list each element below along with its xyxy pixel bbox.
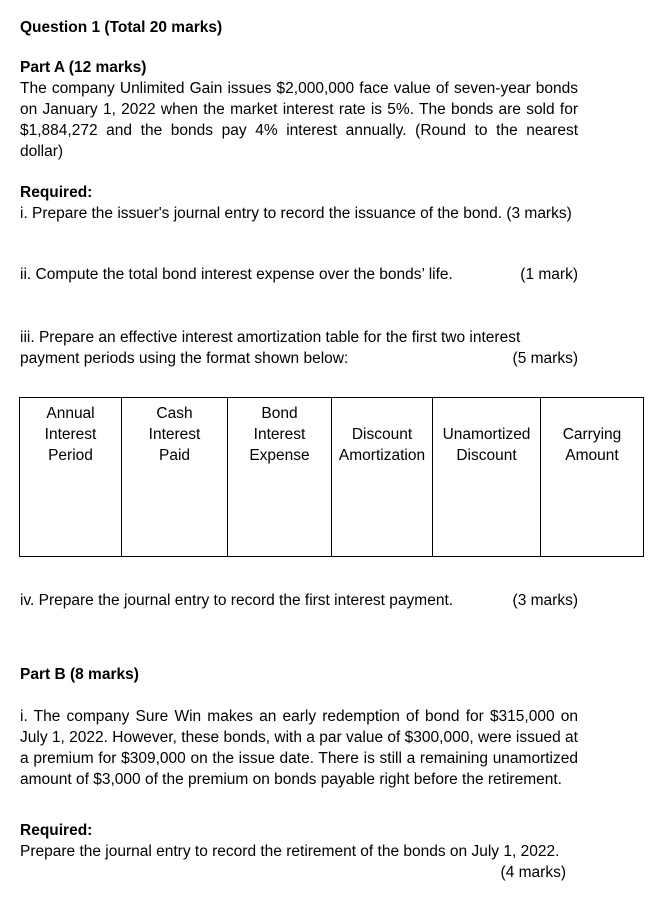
header-cash-interest-paid: Cash Interest Paid <box>122 398 228 557</box>
part-a-heading: Part A (12 marks) <box>20 59 147 76</box>
header-discount-amortization: Discount Amortization <box>332 398 433 557</box>
part-b-heading: Part B (8 marks) <box>20 666 139 683</box>
item-iii-line2: payment periods using the format shown below: <box>20 350 349 367</box>
item-iv-text: iv. Prepare the journal entry to record the first interest payment. <box>20 592 454 609</box>
part-b-required-text: Prepare the journal entry to record the retirement of the bonds on July 1, 2022. <box>20 843 560 860</box>
part-a-item-ii <box>20 264 578 285</box>
item-ii-text: ii. Compute the total bond interest expense over the bonds’ life. <box>20 266 453 283</box>
part-b-required-marks: (4 marks) <box>500 864 566 881</box>
item-iv-marks: (3 marks) <box>512 592 578 609</box>
question-title: Question 1 (Total 20 marks) <box>20 19 223 36</box>
part-a-item-i: i. Prepare the issuer's journal entry to record the issuance of the bond. (3 marks) <box>20 205 572 222</box>
table-row <box>20 398 644 557</box>
item-iii-marks: (5 marks) <box>512 350 578 367</box>
amortization-table <box>19 397 644 557</box>
part-a-paragraph: The company Unlimited Gain issues $2,000,000 face value of seven-year bonds on January 1, 2022 when the market interest rate is 5%. The bonds are sold for $1,884,272 and the bonds pay 4% interest annually. (Round to the nearest dollar) <box>20 80 578 160</box>
part-b-paragraph: i. The company Sure Win makes an early redemption of bond for $315,000 on July 1, 2022. However, these bonds, with a par value of $300,000, were issued at a premium for $309,000 on the issue date. There is still a remaining unamortized amount of $3,000 of the premium on bonds payable right before the retirement. <box>20 708 578 788</box>
part-a-item-iv <box>20 590 578 611</box>
header-carrying-amount: Carrying Amount <box>541 398 644 557</box>
part-a-item-iii <box>20 327 578 369</box>
item-ii-marks: (1 mark) <box>520 266 578 283</box>
part-b-required-label: Required: <box>20 822 93 839</box>
part-a-required-label: Required: <box>20 184 93 201</box>
header-annual-interest-period: Annual Interest Period <box>20 398 122 557</box>
header-unamortized-discount: Unamortized Discount <box>433 398 541 557</box>
item-iii-line1: iii. Prepare an effective interest amortization table for the first two interest <box>20 329 521 346</box>
header-bond-interest-expense: Bond Interest Expense <box>228 398 332 557</box>
